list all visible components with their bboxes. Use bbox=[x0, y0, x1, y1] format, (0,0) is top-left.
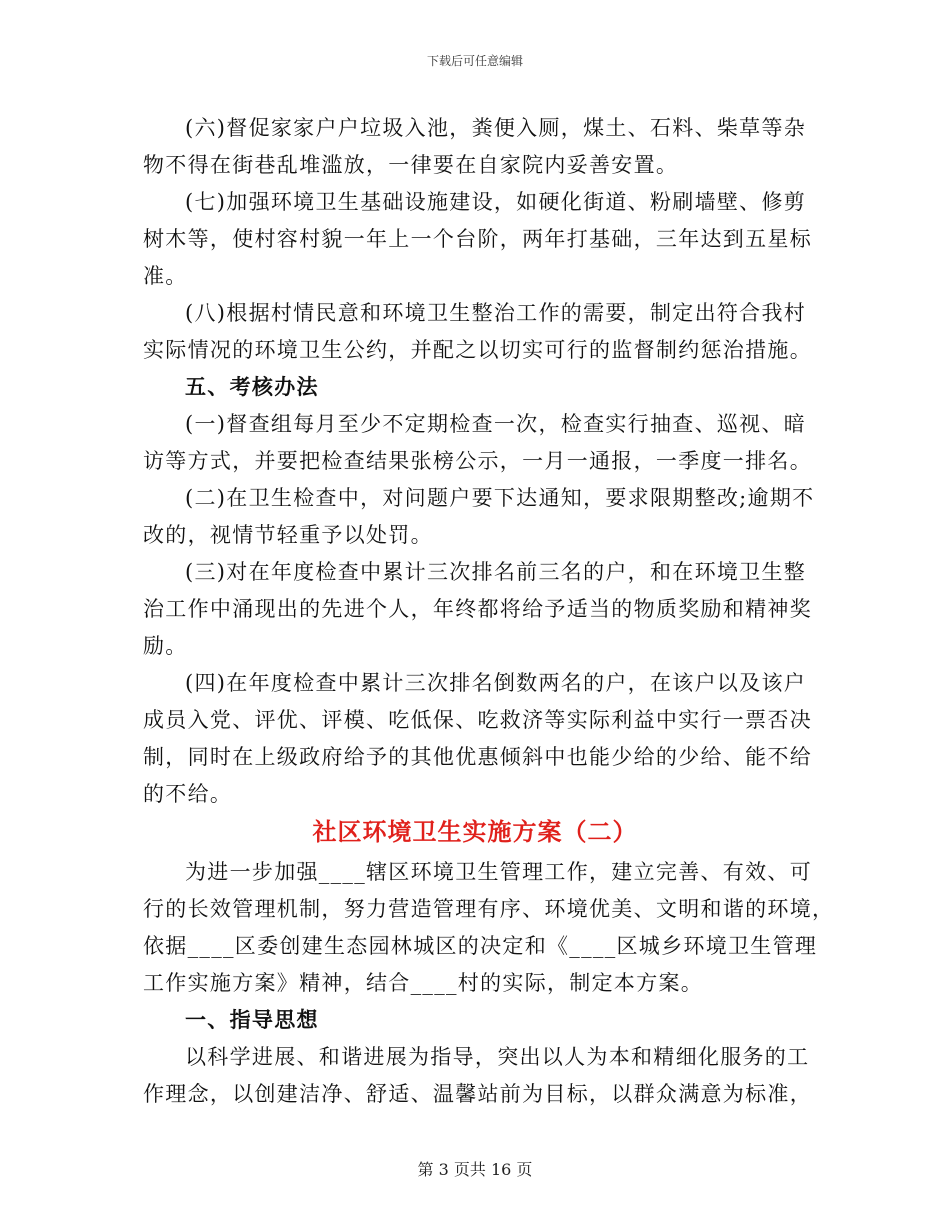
paragraph-line: 树木等，使村容村貌一年上一个台阶，两年打基础，三年达到五星标 bbox=[143, 227, 812, 251]
page-header: 下载后可任意编辑 bbox=[426, 54, 523, 68]
paragraph-line: 以科学进展、和谐进展为指导，突出以人为本和精细化服务的工 bbox=[185, 1045, 810, 1069]
paragraph-line: 励。 bbox=[143, 634, 188, 658]
paragraph-line: (六)督促家家户户垃圾入池，粪便入厕，煤土、石料、柴草等杂 bbox=[185, 116, 807, 140]
paragraph-line: 准。 bbox=[143, 264, 188, 288]
document-title: 社区环境卫生实施方案（二） bbox=[312, 817, 638, 846]
paragraph-line: 治工作中涌现出的先进个人，年终都将给予适当的物质奖励和精神奖 bbox=[143, 597, 812, 621]
paragraph-line: (一)督查组每月至少不定期检查一次，检查实行抽查、巡视、暗 bbox=[185, 412, 807, 436]
paragraph-line: (七)加强环境卫生基础设施建设，如硬化街道、粉刷墙壁、修剪 bbox=[185, 190, 807, 214]
section-heading: 一、指导思想 bbox=[185, 1007, 319, 1032]
page-footer: 第 3 页共 16 页 bbox=[417, 1160, 533, 1179]
section-heading: 五、考核办法 bbox=[185, 374, 319, 399]
paragraph-line: 实际情况的环境卫生公约，并配之以切实可行的监督制约惩治措施。 bbox=[143, 338, 812, 362]
paragraph-line: (八)根据村情民意和环境卫生整治工作的需要，制定出符合我村 bbox=[185, 301, 807, 325]
paragraph-line: 物不得在街巷乱堆滥放，一律要在自家院内妥善安置。 bbox=[143, 153, 679, 177]
paragraph-line: 的不给。 bbox=[143, 782, 233, 806]
paragraph-line: 访等方式，并要把检查结果张榜公示，一月一通报，一季度一排名。 bbox=[143, 449, 812, 473]
paragraph-line: 作理念，以创建洁净、舒适、温馨站前为目标，以群众满意为标准， bbox=[143, 1082, 812, 1106]
paragraph-line: (四)在年度检查中累计三次排名倒数两名的户，在该户以及该户 bbox=[185, 671, 807, 695]
paragraph-line: 制，同时在上级政府给予的其他优惠倾斜中也能少给的少给、能不给 bbox=[143, 745, 812, 769]
paragraph-line: 为进一步加强____辖区环境卫生管理工作，建立完善、有效、可 bbox=[185, 860, 812, 884]
paragraph-line: 改的，视情节轻重予以处罚。 bbox=[143, 523, 433, 547]
paragraph-line: (二)在卫生检查中，对问题户要下达通知，要求限期整改;逾期不 bbox=[185, 486, 815, 510]
paragraph-line: 成员入党、评优、评模、吃低保、吃救济等实际利益中实行一票否决 bbox=[143, 708, 812, 732]
paragraph-line: 依据____区委创建生态园林城区的决定和《____区城乡环境卫生管理 bbox=[143, 934, 818, 958]
paragraph-line: 工作实施方案》精神，结合____村的实际，制定本方案。 bbox=[143, 971, 704, 995]
paragraph-line: 行的长效管理机制，努力营造管理有序、环境优美、文明和谐的环境， bbox=[143, 897, 835, 921]
paragraph-line: (三)对在年度检查中累计三次排名前三名的户，和在环境卫生整 bbox=[185, 560, 807, 584]
